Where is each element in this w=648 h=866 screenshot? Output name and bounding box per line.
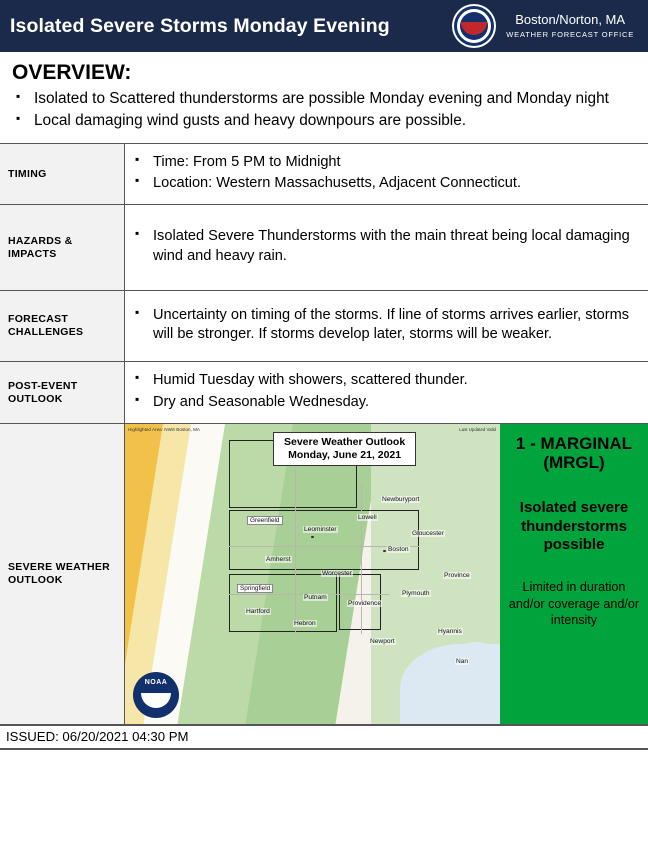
row-label-timing: TIMING bbox=[0, 144, 125, 205]
table-row-challenges bbox=[0, 290, 648, 362]
map-city-label: Newport bbox=[370, 637, 395, 645]
list-item: ▪ Isolated to Scattered thunderstorms are possible Monday evening and Monday night bbox=[12, 89, 638, 110]
row-label-severe-outlook: SEVERE WEATHER OUTLOOK bbox=[0, 423, 125, 724]
list-item: ▪ Humid Tuesday with showers, scattered thunder. bbox=[131, 371, 640, 390]
risk-abbrev-label: (MRGL) bbox=[543, 453, 605, 473]
severe-outlook-graphic bbox=[125, 424, 648, 724]
map-city-label: Gloucester bbox=[412, 529, 444, 537]
list-item: ▪ Location: Western Massachusetts, Adjacent Connecticut. bbox=[131, 174, 640, 193]
office-name: Boston/Norton, MA bbox=[515, 11, 626, 27]
map-city-label: Province bbox=[444, 571, 470, 579]
list-item: ▪ Local damaging wind gusts and heavy downpours are possible. bbox=[12, 111, 638, 132]
map-city-label: Leominster bbox=[304, 525, 337, 533]
map-credit: Highlighted Area: NWS Boston, MA bbox=[128, 426, 201, 432]
table-row-hazards bbox=[0, 205, 648, 291]
map-city-label: Hartford bbox=[246, 607, 270, 615]
map-caption-line1: Severe Weather Outlook bbox=[284, 435, 406, 448]
state-outline-ct bbox=[229, 574, 337, 632]
briefing-table bbox=[0, 144, 648, 725]
map-city-label: Hebron bbox=[294, 619, 316, 627]
map-city-label: Greenfield bbox=[247, 516, 283, 525]
noaa-seal-icon bbox=[133, 672, 179, 718]
risk-description: Isolated severe thunderstorms possible bbox=[519, 498, 629, 554]
map-city-label: Newburyport bbox=[382, 495, 420, 503]
risk-legend-panel bbox=[500, 424, 648, 724]
map-caption bbox=[273, 432, 416, 466]
list-item: ▪ Uncertainty on timing of the storms. If line of storms arrives earlier, storms will be stronger. If storms develop later, storms will be weaker. bbox=[131, 306, 640, 345]
overview-bullets bbox=[12, 89, 638, 132]
row-label-post-event: POST-EVENT OUTLOOK bbox=[0, 362, 125, 424]
row-content-challenges bbox=[125, 290, 648, 362]
map-city-label: Boston bbox=[388, 545, 409, 553]
row-label-challenges: FORECAST CHALLENGES bbox=[0, 290, 125, 362]
map-caption-line2: Monday, June 21, 2021 bbox=[288, 449, 402, 461]
map-city-label: Providence bbox=[348, 599, 381, 607]
map-road bbox=[361, 484, 362, 634]
map-city-label: Plymouth bbox=[402, 589, 430, 597]
office-subtitle: WEATHER FORECAST OFFICE bbox=[506, 30, 634, 40]
list-item: ▪ Dry and Seasonable Wednesday. bbox=[131, 393, 640, 412]
row-content-severe-outlook bbox=[125, 423, 648, 724]
map-city-label: Putnam bbox=[304, 593, 327, 601]
overview-section bbox=[0, 52, 648, 144]
outlook-map bbox=[125, 424, 500, 724]
table-row-timing bbox=[0, 144, 648, 205]
row-content-post-event bbox=[125, 362, 648, 424]
map-city-label: Lowell bbox=[358, 513, 377, 521]
issued-footer: ISSUED: 06/20/2021 04:30 PM bbox=[0, 725, 648, 750]
table-row-post-event bbox=[0, 362, 648, 424]
table-row-severe-outlook bbox=[0, 423, 648, 724]
list-item: ▪ Isolated Severe Thunderstorms with the main threat being local damaging wind and heavy rain. bbox=[131, 227, 640, 266]
map-city-label: Nan bbox=[456, 657, 469, 665]
list-item: ▪ Time: From 5 PM to Midnight bbox=[131, 153, 640, 172]
map-city-label: Worcester bbox=[322, 569, 352, 577]
row-content-hazards bbox=[125, 205, 648, 291]
risk-level-label: 1 - MARGINAL bbox=[515, 433, 633, 453]
row-content-timing bbox=[125, 144, 648, 205]
header-bar bbox=[0, 0, 648, 52]
map-valid-text: Last Updated Valid bbox=[459, 426, 496, 432]
nws-logo-icon bbox=[452, 4, 496, 48]
map-city-label: Springfield bbox=[237, 584, 273, 593]
page-title: Isolated Severe Storms Monday Evening bbox=[10, 14, 390, 37]
map-city-label: Hyannis bbox=[438, 627, 462, 635]
overview-title: OVERVIEW: bbox=[12, 61, 132, 84]
map-city-label: Amherst bbox=[266, 555, 291, 563]
row-label-hazards: HAZARDS & IMPACTS bbox=[0, 205, 125, 291]
office-block bbox=[506, 13, 640, 39]
risk-note: Limited in duration and/or coverage and/or intensity bbox=[508, 580, 640, 627]
noaa-badge-label: NOAA bbox=[144, 678, 168, 686]
map-road bbox=[295, 444, 296, 634]
